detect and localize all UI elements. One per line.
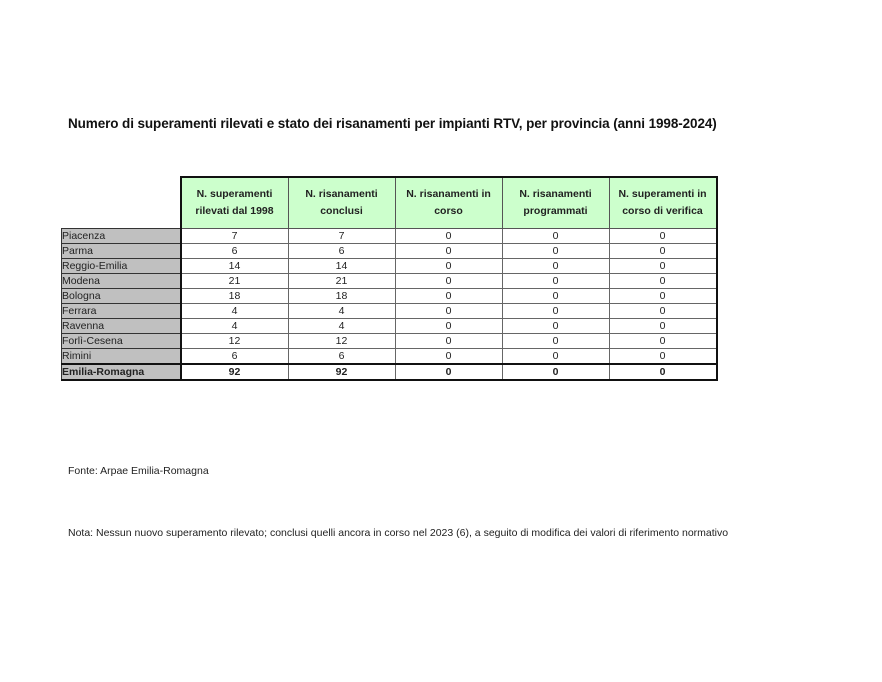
table-cell: 12: [181, 334, 289, 349]
page-title: Numero di superamenti rilevati e stato dei risanamenti per impianti RTV, per provincia (anni 1998-2024): [68, 116, 717, 131]
table-row-modena: [62, 274, 717, 289]
table-row-bologna: [62, 289, 717, 304]
row-label: Parma: [62, 244, 181, 259]
column-header-line: rilevati dal 1998: [195, 205, 274, 217]
table-cell: 6: [181, 244, 289, 259]
table-cell: 0: [502, 259, 609, 274]
table-cell: 4: [181, 319, 289, 334]
column-header-line: corso di verifica: [622, 205, 703, 217]
table-cell: 7: [181, 229, 289, 244]
table-cell: 0: [395, 274, 502, 289]
table-cell: 0: [502, 304, 609, 319]
table-cell: 0: [395, 334, 502, 349]
table-cell: 14: [288, 259, 395, 274]
total-cell: 0: [502, 364, 609, 380]
total-cell: 0: [609, 364, 717, 380]
column-header-superamenti-in-verifica: [609, 177, 717, 229]
row-label: Reggio-Emilia: [62, 259, 181, 274]
row-label: Ravenna: [62, 319, 181, 334]
column-header-line: corso: [434, 205, 463, 217]
table-cell: 0: [502, 334, 609, 349]
table-cell: 0: [502, 349, 609, 365]
column-header-risanamenti-in-corso: [395, 177, 502, 229]
table-cell: 4: [181, 304, 289, 319]
table-cell: 0: [609, 349, 717, 365]
column-header-line: N. risanamenti in: [406, 188, 491, 200]
column-header-line: N. risanamenti: [519, 188, 592, 200]
table-cell: 0: [395, 349, 502, 365]
table-row-ferrara: [62, 304, 717, 319]
table-cell: 0: [395, 229, 502, 244]
row-label: Piacenza: [62, 229, 181, 244]
table-row-reggio-emilia: [62, 259, 717, 274]
table-cell: 0: [609, 244, 717, 259]
table-cell: 0: [609, 229, 717, 244]
column-header-line: N. superamenti: [196, 188, 273, 200]
column-header-superamenti-rilevati: [181, 177, 289, 229]
table-cell: 18: [181, 289, 289, 304]
table-row-total: [62, 364, 717, 380]
table-cell: 0: [502, 274, 609, 289]
table-cell: 0: [502, 289, 609, 304]
table-cell: 0: [609, 304, 717, 319]
row-label: Bologna: [62, 289, 181, 304]
table-row-rimini: [62, 349, 717, 365]
table-cell: 6: [288, 349, 395, 365]
table-cell: 6: [181, 349, 289, 365]
table-cell: 4: [288, 304, 395, 319]
source-note: Fonte: Arpae Emilia-Romagna: [68, 465, 209, 477]
row-label: Forlì-Cesena: [62, 334, 181, 349]
table-row-parma: [62, 244, 717, 259]
table-cell: 12: [288, 334, 395, 349]
table-cell: 0: [395, 244, 502, 259]
row-label-total: Emilia-Romagna: [62, 364, 181, 380]
total-cell: 92: [181, 364, 289, 380]
table-cell: 7: [288, 229, 395, 244]
table-cell: 0: [395, 259, 502, 274]
row-label: Ferrara: [62, 304, 181, 319]
table-cell: 0: [609, 334, 717, 349]
total-cell: 0: [395, 364, 502, 380]
data-table: [61, 176, 718, 381]
table-cell: 0: [395, 289, 502, 304]
table-cell: 0: [502, 244, 609, 259]
table-row-piacenza: [62, 229, 717, 244]
table-cell: 0: [502, 229, 609, 244]
table-cell: 21: [181, 274, 289, 289]
row-label: Modena: [62, 274, 181, 289]
table-cell: 0: [609, 289, 717, 304]
column-header-risanamenti-conclusi: [288, 177, 395, 229]
table-cell: 21: [288, 274, 395, 289]
table-cell: 18: [288, 289, 395, 304]
column-header-line: conclusi: [320, 205, 363, 217]
table-cell: 0: [395, 319, 502, 334]
table-cell: 4: [288, 319, 395, 334]
total-cell: 92: [288, 364, 395, 380]
table-cell: 0: [609, 274, 717, 289]
column-header-line: N. superamenti in: [618, 188, 707, 200]
column-header-line: N. risanamenti: [305, 188, 378, 200]
table-cell: 6: [288, 244, 395, 259]
row-label: Rimini: [62, 349, 181, 365]
table-header-row: [62, 177, 717, 229]
table-cell: 0: [502, 319, 609, 334]
table-cell: 14: [181, 259, 289, 274]
column-header-line: programmati: [523, 205, 588, 217]
table-cell: 0: [609, 319, 717, 334]
table-cell: 0: [609, 259, 717, 274]
table-corner-cell: [62, 177, 181, 229]
column-header-risanamenti-programmati: [502, 177, 609, 229]
table-cell: 0: [395, 304, 502, 319]
table-row-forli-cesena: [62, 334, 717, 349]
table-row-ravenna: [62, 319, 717, 334]
footnote: Nota: Nessun nuovo superamento rilevato; conclusi quelli ancora in corso nel 2023 (6), a seguito di modifica dei valori di riferimento normativo: [68, 527, 729, 539]
